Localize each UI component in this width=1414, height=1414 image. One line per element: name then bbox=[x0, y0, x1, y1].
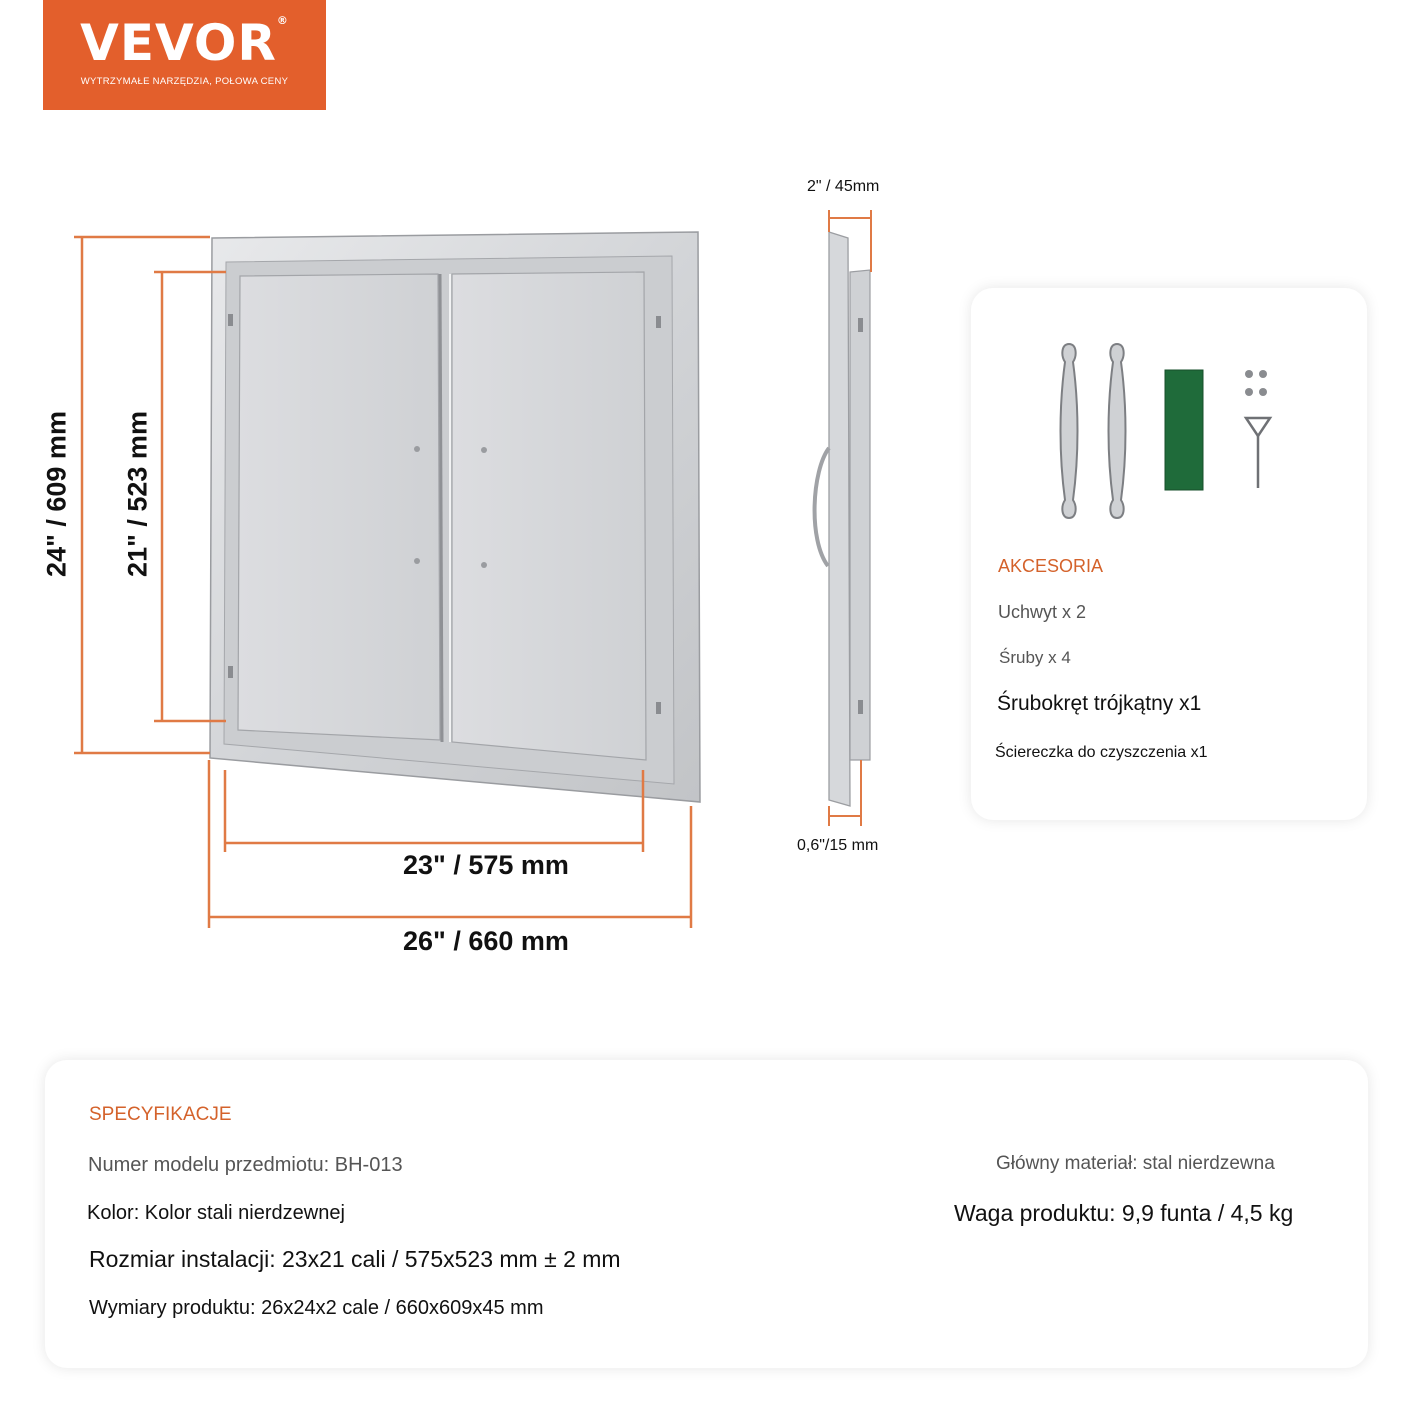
right-door bbox=[452, 272, 646, 760]
spec-model: Numer modelu przedmiotu: BH-013 bbox=[88, 1154, 403, 1176]
specifications-card bbox=[45, 1060, 1368, 1368]
handle-icon bbox=[1061, 344, 1126, 518]
accessories-title: AKCESORIA bbox=[998, 556, 1104, 576]
scrub-pad-icon bbox=[1165, 370, 1203, 490]
spec-install-size: Rozmiar instalacji: 23x21 cali / 575x523 mm ± 2 mm bbox=[89, 1246, 621, 1272]
accessories-card bbox=[971, 288, 1367, 820]
brand-name: VEVOR® bbox=[80, 14, 289, 72]
spec-material: Główny materiał: stal nierdzewna bbox=[996, 1153, 1275, 1174]
door-side-view bbox=[760, 180, 940, 860]
spec-product-dimensions: Wymiary produktu: 26x24x2 cale / 660x609x45 mm bbox=[89, 1297, 544, 1319]
inner-width-label: 23" / 575 mm bbox=[403, 850, 569, 880]
door-front-view bbox=[0, 0, 720, 960]
accessory-item: Śruby x 4 bbox=[999, 648, 1071, 667]
brand-tagline: WYTRZYMAŁE NARZĘDZIA, POŁOWA CENY bbox=[80, 76, 289, 87]
left-door bbox=[238, 274, 440, 740]
thickness-label: 0,6"/15 mm bbox=[797, 837, 879, 854]
inner-height-label: 21" / 523 mm bbox=[122, 411, 153, 577]
accessory-item: Ściereczka do czyszczenia x1 bbox=[995, 744, 1208, 761]
accessories-illustration bbox=[1031, 336, 1311, 526]
outer-height-label: 24" / 609 mm bbox=[41, 411, 72, 577]
outer-width-label: 26" / 660 mm bbox=[403, 926, 569, 956]
specifications-title: SPECYFIKACJE bbox=[89, 1104, 232, 1125]
screws-icon bbox=[1245, 370, 1267, 396]
spec-weight: Waga produktu: 9,9 funta / 4,5 kg bbox=[954, 1200, 1294, 1226]
accessory-item: Śrubokręt trójkątny x1 bbox=[997, 692, 1202, 715]
triangle-key-icon bbox=[1246, 418, 1270, 488]
accessory-item: Uchwyt x 2 bbox=[998, 602, 1087, 622]
depth-label: 2" / 45mm bbox=[807, 178, 880, 195]
spec-color: Kolor: Kolor stali nierdzewnej bbox=[87, 1202, 345, 1224]
